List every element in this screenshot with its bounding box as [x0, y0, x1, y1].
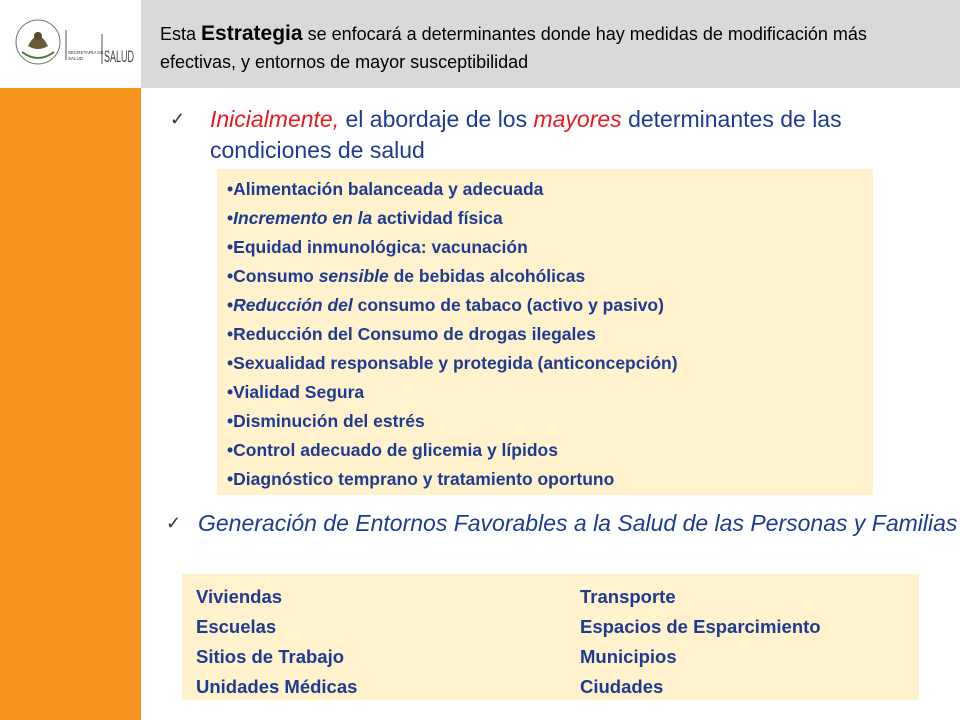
list-item: Viviendas	[196, 586, 283, 607]
point-initially-word: Inicialmente,	[210, 106, 340, 132]
point-initial-approach	[170, 104, 950, 168]
orange-side-bar	[0, 0, 141, 720]
point-text-end: determinantes de las condiciones de salud	[210, 106, 842, 163]
environments-column-left	[196, 582, 357, 702]
header-text-pre: Esta	[160, 24, 202, 44]
secretaria-de-salud-logo	[8, 12, 134, 76]
header-description	[160, 20, 940, 76]
point-environments-text: Generación de Entornos Favorables a la Salud de las Personas y Familias	[198, 510, 958, 536]
list-item: Espacios de Esparcimiento	[580, 616, 821, 637]
svg-text:SECRETARÍA DE: SECRETARÍA DE	[68, 50, 104, 55]
list-item: • Disminución del estrés	[227, 407, 873, 436]
point-initial-text	[210, 104, 950, 166]
logo-area	[0, 0, 141, 88]
point-favorable-environments	[166, 508, 958, 572]
list-item: Ciudades	[580, 676, 664, 697]
list-item: • Reducción del Consumo de drogas ilegales	[227, 320, 873, 349]
environments-column-right	[580, 582, 821, 702]
point-text-mid: el abordaje de los	[339, 106, 534, 132]
list-item: Transporte	[580, 586, 676, 607]
list-item: • Incremento en la actividad física	[227, 204, 873, 233]
list-item: • Sexualidad responsable y protegida (anticoncepción)	[227, 349, 873, 378]
checkmark-icon: ✓	[166, 513, 182, 533]
svg-text:SALUD: SALUD	[104, 47, 134, 66]
list-item: • Alimentación balanceada y adecuada	[227, 175, 873, 204]
list-item: • Reducción del consumo de tabaco (activo y pasivo)	[227, 291, 873, 320]
list-item: Unidades Médicas	[196, 676, 358, 697]
list-item: Sitios de Trabajo	[196, 646, 345, 667]
header-text-post: se enfocará a determinantes donde hay medidas de modificación más efectivas, y entornos de mayor susceptibilidad	[160, 24, 867, 72]
list-item: Escuelas	[196, 616, 277, 637]
point-greater-word: mayores	[533, 106, 622, 132]
determinants-box	[217, 169, 873, 495]
list-item: • Vialidad Segura	[227, 378, 873, 407]
list-item: • Consumo sensible de bebidas alcohólicas	[227, 262, 873, 291]
determinants-list	[217, 169, 873, 494]
checkmark-icon: ✓	[170, 109, 186, 129]
environments-box	[182, 574, 919, 700]
header-strategy-word: Estrategia	[201, 22, 303, 45]
list-item: Municipios	[580, 646, 677, 667]
list-item: • Control adecuado de glicemia y lípidos	[227, 436, 873, 465]
list-item: • Equidad inmunológica: vacunación	[227, 233, 873, 262]
svg-text:SALUD: SALUD	[68, 56, 84, 61]
list-item: • Diagnóstico temprano y tratamiento oportuno	[227, 465, 873, 494]
